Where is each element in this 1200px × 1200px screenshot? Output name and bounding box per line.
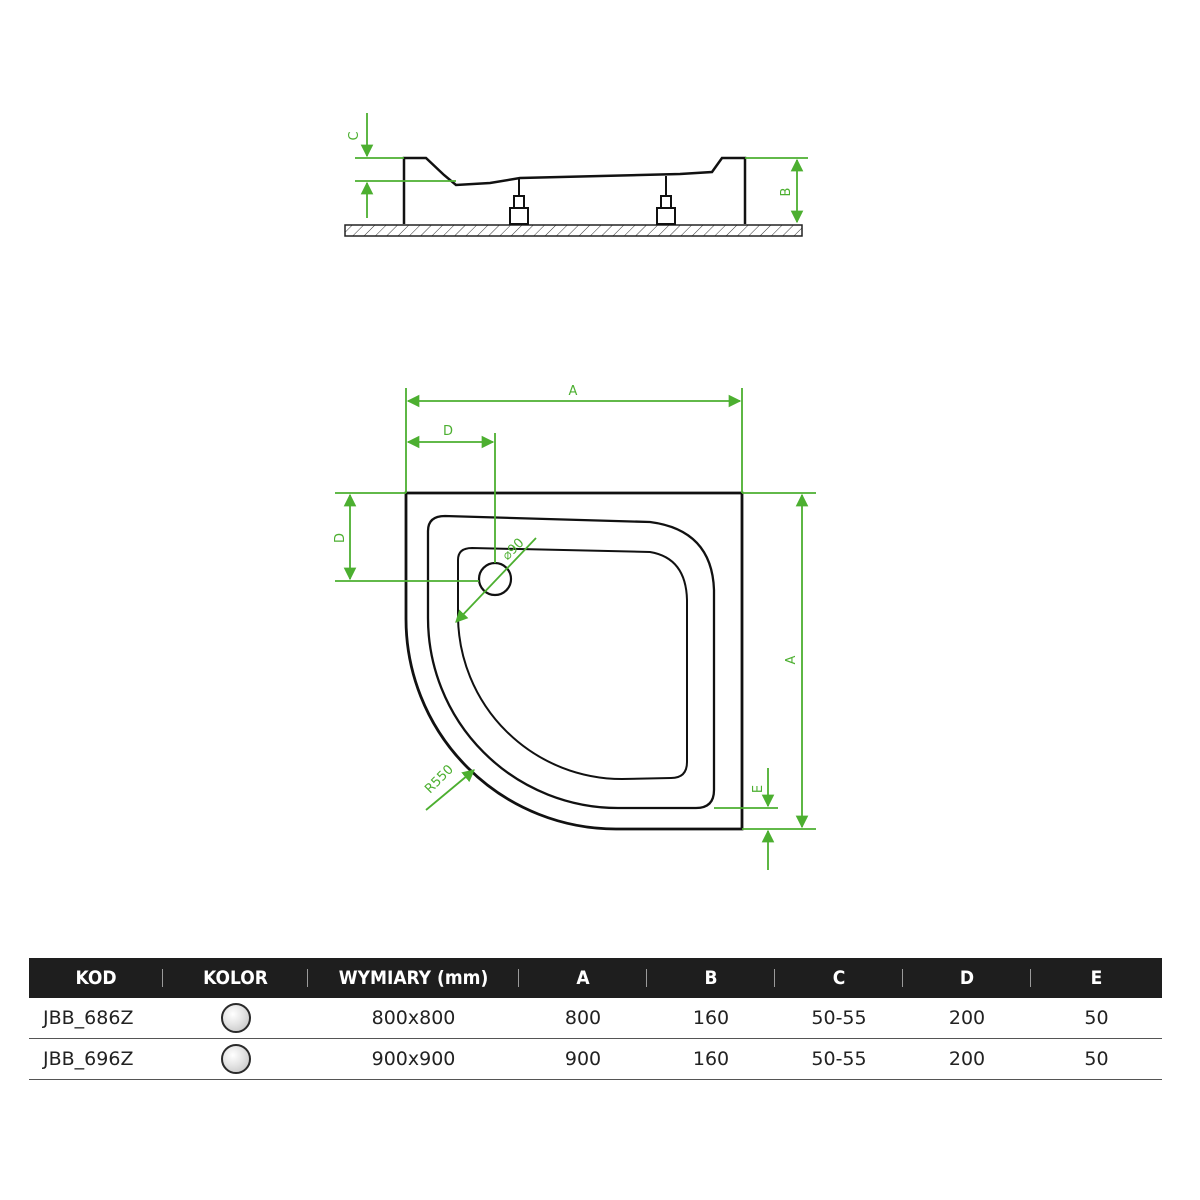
label-a-right: A (784, 655, 799, 665)
color-swatch-icon (221, 1044, 251, 1074)
dimension-c (355, 113, 456, 218)
header-c: C (775, 958, 903, 998)
header-e: E (1031, 958, 1162, 998)
cell-e: 50 (1031, 998, 1162, 1039)
cell-d: 200 (903, 998, 1031, 1039)
table-row (29, 1039, 1162, 1080)
cell-wymiary: 900x900 (308, 1039, 519, 1080)
side-view (345, 113, 808, 236)
cell-b: 160 (647, 1039, 775, 1080)
label-b: B (779, 187, 794, 197)
top-view (333, 384, 816, 870)
color-swatch-icon (221, 1003, 251, 1033)
dimension-a-right (742, 493, 816, 829)
cell-kod: JBB_696Z (29, 1039, 163, 1080)
header-wymiary: WYMIARY (mm) (308, 958, 519, 998)
header-a: A (519, 958, 647, 998)
tray-outer-outline (406, 493, 742, 829)
cell-kod: JBB_686Z (29, 998, 163, 1039)
header-kolor: KOLOR (163, 958, 308, 998)
cell-e: 50 (1031, 1039, 1162, 1080)
header-b: B (647, 958, 775, 998)
label-d-left: D (333, 532, 348, 544)
label-drain: ⌀90 (499, 535, 528, 564)
cell-c: 50-55 (775, 1039, 903, 1080)
table-header-row (29, 958, 1162, 998)
label-d-top: D (442, 424, 454, 439)
cell-c: 50-55 (775, 998, 903, 1039)
label-e: E (751, 784, 766, 794)
dimension-a-top (406, 388, 742, 493)
drain-circle (479, 563, 511, 595)
dimension-e (714, 768, 778, 870)
label-c: C (347, 131, 362, 141)
cell-wymiary: 800x800 (308, 998, 519, 1039)
adjustable-leg-left (510, 178, 528, 224)
cell-b: 160 (647, 998, 775, 1039)
header-d: D (903, 958, 1031, 998)
dimension-b (745, 158, 808, 222)
floor-hatch (345, 225, 802, 236)
cell-a: 800 (519, 998, 647, 1039)
spec-table (29, 958, 1162, 1080)
dimension-d-top (408, 433, 495, 563)
adjustable-leg-right (657, 176, 675, 224)
cell-kolor (163, 998, 308, 1039)
table-row (29, 998, 1162, 1039)
cell-d: 200 (903, 1039, 1031, 1080)
tray-profile (404, 158, 745, 224)
label-a-top: A (568, 384, 578, 399)
cell-a: 900 (519, 1039, 647, 1080)
cell-kolor (163, 1039, 308, 1080)
label-radius: R550 (422, 762, 457, 797)
dimension-drain (456, 535, 536, 622)
header-kod: KOD (29, 958, 163, 998)
